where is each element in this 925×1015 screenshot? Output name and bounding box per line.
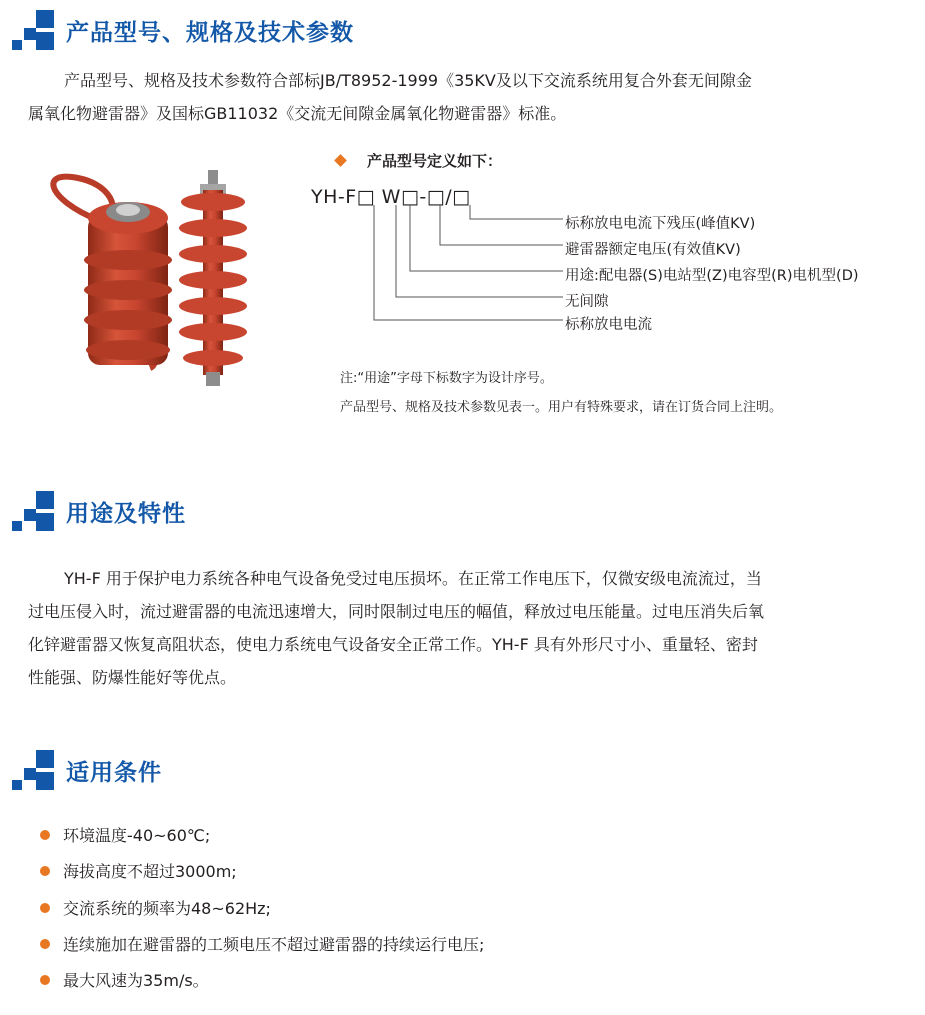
blue-squares-icon: [12, 10, 54, 50]
section-title-specs: 产品型号、规格及技术参数: [66, 19, 354, 46]
specs-intro-line-1: 产品型号、规格及技术参数符合部标JB/T8952-1999《35KV及以下交流系统用复合外套无间隙金: [64, 71, 752, 90]
bullet-icon: [40, 903, 50, 913]
blue-squares-icon: [12, 750, 54, 790]
bullet-icon: [40, 975, 50, 985]
right-arrester: [179, 170, 247, 386]
condition-frequency: 交流系统的频率为48~62Hz;: [63, 899, 271, 918]
model-note-1: 注:“用途”字母下标数字为设计序号。: [340, 371, 553, 386]
condition-voltage: 连续施加在避雷器的工频电压不超过避雷器的持续运行电压;: [63, 935, 485, 954]
blue-squares-icon: [12, 491, 54, 531]
usage-line-2: 过电压侵入时，流过避雷器的电流迅速增大，同时限制过电压的幅值，释放过电压能量。过电压消失后氧: [28, 602, 765, 621]
condition-altitude: 海拔高度不超过3000m;: [63, 862, 237, 881]
usage-line-3: 化锌避雷器又恢复高阻状态，使电力系统电气设备安全正常工作。YH-F 具有外形尺寸小、重量轻、密封: [28, 635, 758, 654]
legend-nominal-current: 标称放电电流: [565, 317, 652, 333]
usage-line-1: YH-F 用于保护电力系统各种电气设备免受过电压损坏。在正常工作电压下，仅微安级电流流过，当: [64, 569, 762, 588]
bullet-icon: [40, 939, 50, 949]
model-definition-heading: [336, 150, 502, 171]
legend-rated-voltage: 避雷器额定电压(有效值KV): [565, 242, 741, 258]
usage-line-4: 性能强、防爆性能好等优点。: [28, 668, 237, 687]
legend-usage: 用途:配电器(S)电站型(Z)电容型(R)电机型(D): [565, 268, 859, 284]
list-item: [40, 932, 484, 955]
list-item: [40, 823, 210, 846]
specs-intro-paragraph: [28, 64, 918, 130]
legend-residual-voltage: 标称放电电流下残压(峰值KV): [565, 216, 756, 232]
condition-temperature: 环境温度-40~60℃;: [63, 826, 211, 845]
condition-wind-speed: 最大风速为35m/s。: [63, 971, 209, 990]
model-code-bracket-lines: [360, 205, 570, 330]
model-code: YH-F□ W□-□/□: [311, 186, 471, 208]
section-title-usage: 用途及特性: [66, 500, 186, 527]
bullet-icon: [40, 830, 50, 840]
model-note-2: 产品型号、规格及技术参数见表一。用户有特殊要求，请在订货合同上注明。: [340, 400, 783, 415]
left-arrester: [84, 202, 172, 365]
list-item: [40, 968, 209, 991]
bullet-icon: [40, 866, 50, 876]
section-header-specs: [12, 10, 354, 50]
list-item: [40, 896, 271, 919]
specs-intro-line-2: 属氧化物避雷器》及国标GB11032《交流无间隙金属氧化物避雷器》标准。: [28, 104, 567, 123]
list-item: [40, 859, 237, 882]
arrester-product-image: [38, 160, 283, 390]
model-definition-title: 产品型号定义如下：: [367, 152, 503, 170]
section-header-usage: [12, 491, 186, 531]
legend-gapless: 无间隙: [565, 294, 609, 310]
usage-paragraph: [28, 562, 918, 694]
section-header-conditions: [12, 750, 162, 790]
orange-diamond-icon: [334, 154, 347, 167]
section-title-conditions: 适用条件: [66, 759, 162, 786]
